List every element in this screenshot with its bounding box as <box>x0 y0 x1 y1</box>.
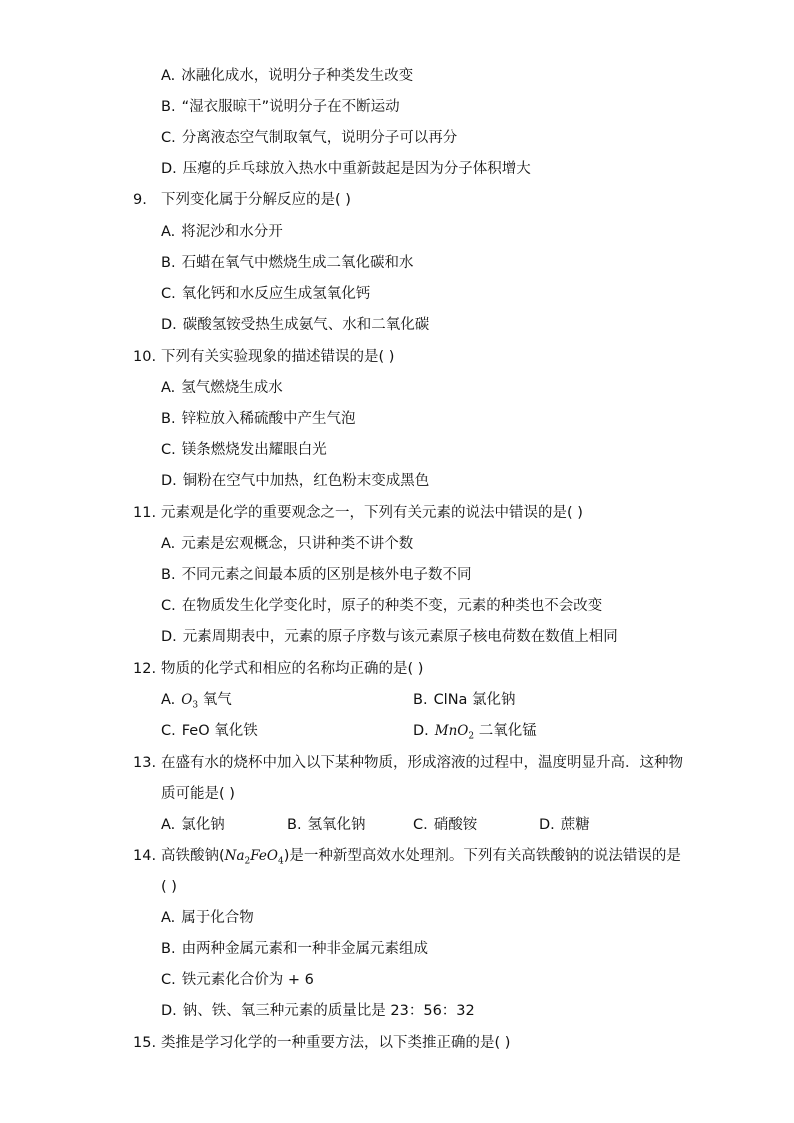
option-text: 元素是宏观概念，只讲种类不讲个数 <box>181 536 414 552</box>
option-letter: C. <box>161 442 176 458</box>
q14-stem-line2: ( ) <box>161 879 177 895</box>
option-letter: D. <box>539 817 555 833</box>
q11-option-a <box>161 534 413 554</box>
q8-option-b <box>161 97 400 117</box>
option-letter: D. <box>161 473 177 489</box>
formula-subscript: 2 <box>468 731 475 742</box>
option-text: 石蜡在氧气中燃烧生成二氧化碳和水 <box>181 255 414 271</box>
q13-stem-line2: 质可能是( ) <box>161 786 235 802</box>
q11-option-d <box>161 627 618 647</box>
q9-option-a <box>161 222 283 242</box>
q12-option-b <box>413 690 516 710</box>
q9-option-d <box>161 315 429 335</box>
option-letter: A. <box>161 536 176 552</box>
formula-subscript: 4 <box>277 856 284 867</box>
q10-stem: 下列有关实验现象的描述错误的是( ) <box>161 349 395 365</box>
formula-mno2 <box>434 723 475 742</box>
q11-number: 11. <box>133 505 157 521</box>
option-text: 锌粒放入稀硫酸中产生气泡 <box>181 411 356 427</box>
option-letter: A. <box>161 224 176 240</box>
q14-option-b <box>161 939 428 959</box>
option-text: 氯化钠 <box>181 817 225 833</box>
q12-stem: 物质的化学式和相应的名称均正确的是( ) <box>161 661 424 677</box>
q12-option-d <box>413 721 537 747</box>
q14-option-c <box>161 970 314 990</box>
option-text: 将泥沙和水分开 <box>181 224 283 240</box>
option-text: 在物质发生化学变化时，原子的种类不变，元素的种类也不会改变 <box>181 598 603 614</box>
option-letter: C. <box>161 130 176 146</box>
option-text: 氧化钙和水反应生成氢氧化钙 <box>181 286 371 302</box>
formula-symbol: Na <box>224 848 245 864</box>
option-text: 氧气 <box>202 692 232 708</box>
q13-option-d <box>539 815 590 835</box>
option-text: 氢气燃烧生成水 <box>181 380 283 396</box>
q8-option-a <box>161 66 413 86</box>
q15-stem: 类推是学习化学的一种重要方法，以下类推正确的是( ) <box>161 1035 511 1051</box>
option-text: 元素周期表中，元素的原子序数与该元素原子核电荷数在数值上相同 <box>182 629 618 645</box>
q11-option-c <box>161 596 602 616</box>
q12-option-a <box>161 690 232 716</box>
option-letter: B. <box>161 255 176 271</box>
formula-na2feo4 <box>224 848 284 867</box>
option-text: 冰融化成水，说明分子种类发生改变 <box>181 68 414 84</box>
formula-o3 <box>181 692 199 711</box>
option-letter: B. <box>413 692 428 708</box>
option-text: 不同元素之间最本质的区别是核外电子数不同 <box>181 567 472 583</box>
q11-stem: 元素观是化学的重要观念之一，下列有关元素的说法中错误的是( ) <box>161 505 583 521</box>
stem-text: 高铁酸钠( <box>161 848 225 864</box>
q15-number: 15. <box>133 1035 157 1051</box>
q10-option-c <box>161 440 327 460</box>
q14-option-a <box>161 908 254 928</box>
formula-symbol: MnO <box>434 723 469 739</box>
option-text: 铜粉在空气中加热，红色粉末变成黑色 <box>182 473 430 489</box>
option-letter: C. <box>161 286 176 302</box>
option-letter: A. <box>161 910 176 926</box>
formula-symbol: O <box>181 692 193 708</box>
q9-option-b <box>161 253 414 273</box>
formula-subscript: 3 <box>192 700 199 711</box>
stem-text: )是一种新型高效水处理剂。下列有关高铁酸钠的说法错误的是 <box>283 848 681 864</box>
q9-stem: 下列变化属于分解反应的是( ) <box>161 192 351 208</box>
q11-option-b <box>161 565 472 585</box>
q8-option-d <box>161 159 531 179</box>
q10-option-a <box>161 378 283 398</box>
option-text: 二氧化锰 <box>478 723 537 739</box>
option-text: 氢氧化钠 <box>307 817 366 833</box>
q10-option-d <box>161 471 429 491</box>
q12-number: 12. <box>133 661 157 677</box>
option-text: 硝酸铵 <box>433 817 478 833</box>
option-letter: B. <box>287 817 302 833</box>
option-letter: A. <box>161 68 176 84</box>
q8-option-c <box>161 128 457 148</box>
q13-number: 13. <box>133 755 157 771</box>
option-letter: C. <box>413 817 428 833</box>
option-letter: D. <box>161 317 177 333</box>
formula-subscript: 2 <box>244 856 251 867</box>
option-text: 由两种金属元素和一种非金属元素组成 <box>181 941 429 957</box>
q9-number: 9. <box>133 192 147 208</box>
option-letter: D. <box>413 723 429 739</box>
q13-option-b <box>287 815 366 835</box>
q13-option-a <box>161 815 225 835</box>
option-text: FeO 氧化铁 <box>181 723 258 739</box>
option-letter: B. <box>161 941 176 957</box>
option-text: 压瘪的乒乓球放入热水中重新鼓起是因为分子体积增大 <box>182 161 531 177</box>
option-letter: C. <box>161 598 176 614</box>
option-letter: B. <box>161 99 176 115</box>
formula-symbol: FeO <box>250 848 278 864</box>
q14-option-d <box>161 1001 475 1021</box>
q10-option-b <box>161 409 356 429</box>
option-text: 镁条燃烧发出耀眼白光 <box>181 442 327 458</box>
option-text: 属于化合物 <box>181 910 254 926</box>
q14-stem-line1 <box>161 846 681 872</box>
option-text: ClNa 氯化钠 <box>433 692 516 708</box>
option-letter: D. <box>161 629 177 645</box>
option-letter: C. <box>161 723 176 739</box>
option-letter: B. <box>161 567 176 583</box>
option-text: 蔗糖 <box>560 817 590 833</box>
option-letter: A. <box>161 380 176 396</box>
option-letter: C. <box>161 972 176 988</box>
option-text: 分离液态空气制取氧气，说明分子可以再分 <box>181 130 458 146</box>
option-letter: A. <box>161 817 176 833</box>
q13-stem-line1: 在盛有水的烧杯中加入以下某种物质，形成溶液的过程中，温度明显升高．这种物 <box>161 755 683 771</box>
q9-option-c <box>161 284 370 304</box>
option-text: 碳酸氢铵受热生成氨气、水和二氧化碳 <box>182 317 430 333</box>
option-letter: B. <box>161 411 176 427</box>
option-text: 钠、铁、氧三种元素的质量比是 23：56：32 <box>182 1003 475 1019</box>
q12-option-c <box>161 721 258 741</box>
option-letter: A. <box>161 692 176 708</box>
option-text: 铁元素化合价为 + 6 <box>181 972 314 988</box>
q14-number: 14. <box>133 848 157 864</box>
q10-number: 10. <box>133 349 157 365</box>
q13-option-c <box>413 815 477 835</box>
option-letter: D. <box>161 1003 177 1019</box>
option-text: “湿衣服晾干”说明分子在不断运动 <box>181 99 400 115</box>
option-letter: D. <box>161 161 177 177</box>
